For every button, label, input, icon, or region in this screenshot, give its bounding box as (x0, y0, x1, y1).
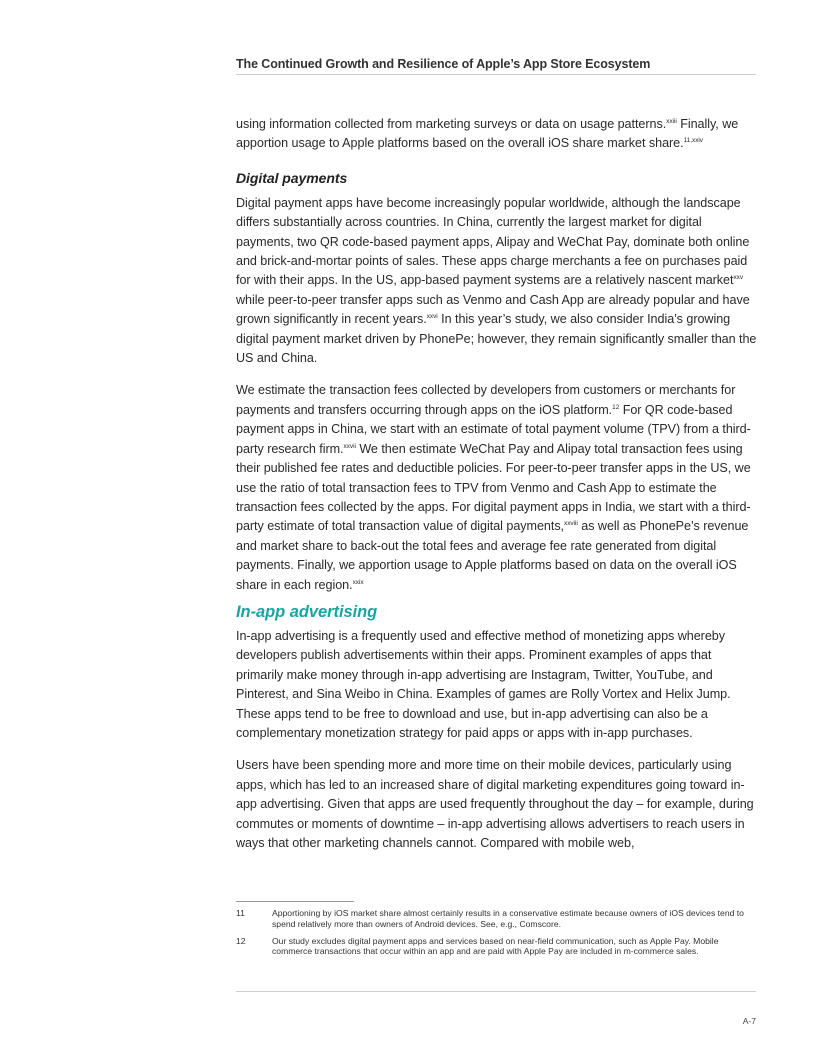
digital-payments-paragraph-1: Digital payment apps have become increasingly popular worldwide, although the landscape differs substantially across countries. In China, currently the largest market for digital payments, two QR code-based payment apps, Alipay and WeChat Pay, dominate both online and brick-and-mortar points of sales. These apps charge merchants a fee on purchases paid for with their apps. In the US, app-based payment systems are a relatively nascent market$^{xxv}$ while peer-to-peer transfer apps such as Venmo and Cash App are already popular and have grown significantly in recent years.$^{xxvi}$ In this year’s study, we also consider India’s growing digital payment market driven by PhonePe; however, they remain significantly smaller than the US and China. (236, 195, 757, 366)
footnote-divider (236, 901, 354, 902)
footnote-ref: 11,xxiv (683, 137, 703, 145)
footnote-number: 11 (236, 908, 245, 918)
footnote (236, 908, 756, 930)
footnote-number: 12 (236, 935, 246, 946)
in-app-advertising-heading: In-app advertising (236, 602, 378, 621)
header-divider (236, 74, 756, 75)
main-text (236, 115, 758, 853)
footnote-ref: 12 (612, 403, 620, 411)
running-header: The Continued Growth and Resilience of Apple’s App Store Ecosystem (236, 57, 651, 71)
endnote-ref: xxix (352, 578, 364, 586)
endnote-ref: xxv (733, 274, 744, 282)
footnote-text: Apportioning by iOS market share almost certainly results in a conservative estimate because owners of iOS devices tend to spend relatively more than owners of Android devices. See, e.g., Comscore. (272, 908, 744, 929)
endnote-ref: xxvi (426, 313, 438, 321)
endnote-ref: xxviii (564, 520, 578, 528)
page-number: A-7 (742, 1016, 756, 1026)
endnote-ref: xxvii (343, 442, 356, 450)
digital-payments-heading: Digital payments (236, 169, 348, 186)
footer-divider (236, 991, 756, 992)
footnote-text: Our study excludes digital payment apps and services based on near-field communication, such as Apple Pay. Mobile commerce transactions that occur within an app and are paid with Apple Pay are included in m-commerce sales. (272, 935, 719, 957)
in-app-advertising-paragraph-2: Users have been spending more and more time on their mobile devices, particularly using apps, which has led to an increased share of digital marketing expenditures going toward in-app advertising. Given that apps are used frequently throughout the day – for example, during commutes or moments of downtime – in-app advertising allows advertisers to reach users in ways that other marketing channels cannot. Compared with mobile web, (236, 758, 754, 850)
endnote-ref: xxiii (666, 118, 677, 125)
footnote (236, 936, 756, 958)
in-app-advertising-paragraph-1: In-app advertising is a frequently used and effective method of monetizing apps whereby developers publish advertisements within their apps. Prominent examples of apps that primarily make money through in-app advertising are Instagram, Twitter, YouTube, and Pinterest, and Sina Weibo in China. Examples of games are Rolly Vortex and Helix Jump. These apps tend to be free to download and use, but in-app advertising can also be a complementary monetization strategy for paid apps or apps with in-app purchases. (236, 628, 731, 740)
footnotes (236, 908, 756, 963)
intro-paragraph: using information collected from marketing surveys or data on usage patterns.$^{xxiii}$ Finally, we apportion usage to Apple platforms based on the overall iOS share market share.$^{11,xxiv}$ (236, 117, 739, 151)
digital-payments-paragraph-2: We estimate the transaction fees collected by developers from customers or merchants for payments and transfers occurring through apps on the iOS platform.$^{12}$ For QR code-based payment apps in China, we start with an estimate of total payment volume (TPV) from a third-party research firm.$^{xxvii}$ We then estimate WeChat Pay and Alipay total transaction fees using their published fee rates and deductible policies. For peer-to-peer transfer apps in the US, we use the ratio of total transaction fees to TPV from Venmo and Cash App to estimate the transaction fees collected by the apps. For digital payment apps in India, we start with a third-party estimate of total transaction value of digital payments,$^{xxviii}$ as well as PhonePe’s revenue and market share to back-out the total fees and average fee rate generated from digital payments. Finally, we apportion usage to Apple platforms based on data on the overall iOS share in each region.$^{xxix}$ (236, 383, 751, 592)
